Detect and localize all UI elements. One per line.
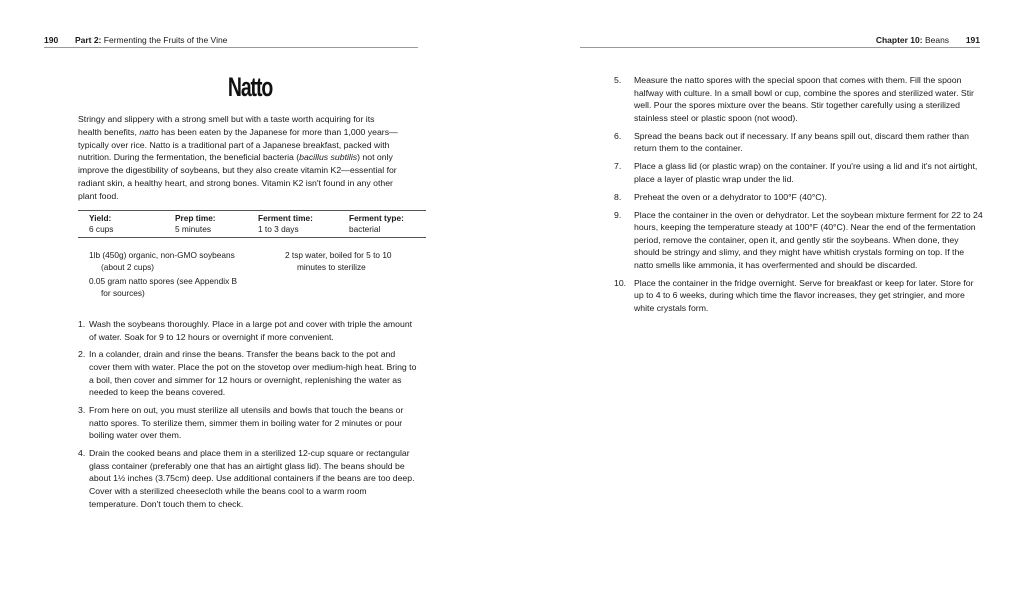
step-item [614, 209, 984, 272]
recipe-info-table [78, 210, 426, 238]
step-text: Wash the soybeans thoroughly. Place in a large pot and cover with triple the amount of water. Soak for 9 to 12 hours or overnight if more convenient. [89, 319, 413, 342]
intro-text-1: Stringy and slippery with a strong smell but with a taste worth acquiring for its health benefits, [78, 114, 375, 137]
step-item [614, 191, 984, 204]
ferment-type-label: Ferment type: [349, 213, 404, 223]
right-running-header [580, 34, 980, 46]
ferment-time-value: 1 to 3 days [258, 224, 299, 234]
left-header-rule [44, 47, 418, 48]
ingredients-column-1 [89, 250, 249, 302]
step-number: 6. [614, 130, 622, 141]
step-number: 3. [78, 405, 86, 416]
part-title: Fermenting the Fruits of the Vine [103, 35, 228, 45]
step-item [614, 130, 984, 155]
step-number: 9. [614, 209, 622, 220]
step-number: 10. [614, 277, 627, 288]
prep-time-cell [175, 213, 216, 235]
right-header-rule [580, 47, 980, 48]
ingredient-item: 0.05 gram natto spores (see Appendix B for sources) [89, 276, 238, 298]
step-number: 2. [78, 349, 86, 360]
step-number: 7. [614, 161, 622, 172]
step-number: 4. [78, 448, 86, 459]
step-item [614, 74, 984, 124]
yield-cell [89, 213, 113, 235]
step-item [614, 277, 984, 315]
ingredient-item: 1lb (450g) organic, non-GMO soybeans (about 2 cups) [89, 250, 235, 272]
yield-label: Yield: [89, 213, 112, 223]
left-running-header [44, 34, 418, 46]
step-item [78, 404, 418, 442]
step-text: Measure the natto spores with the special spoon that comes with them. Fill the spoon halfway with culture. In a small bowl or cup, combine the spores and sterilized water. Stir well. Pour the spores mixture over the beans. Stir together carefully using a sterilized stainless steel or plastic spoon (not wood). [634, 75, 974, 123]
step-item [78, 447, 418, 510]
intro-text-3: ) not only improve the digestibility of soybeans, but they also create vitamin K2—essential for radiant skin, a healthy heart, and strong bones. Vitamin K2 isn't found in any other plant food. [78, 152, 397, 201]
right-page-number: 191 [965, 35, 980, 45]
step-item [78, 348, 418, 398]
intro-italic-natto: natto [139, 126, 159, 137]
ferment-type-value: bacterial [349, 224, 381, 234]
steps-list-right [614, 74, 984, 320]
step-item [78, 318, 418, 343]
step-text: From here on out, you must sterilize all utensils and bowls that touch the beans or natto spores. To sterilize them, simmer them in boiling water for 2 minutes or pour boiling water over them. [89, 405, 404, 441]
ferment-time-label: Ferment time: [258, 213, 313, 223]
step-text: In a colander, drain and rinse the beans. Transfer the beans back to the pot and cover them with water. Place the pot on the stovetop over medium-high heat. Bring to a boil, then cover and simmer for 12 hours or overnight, replenishing the water as needed to keep the beans covered. [89, 349, 417, 398]
step-text: Preheat the oven or a dehydrator to 100°F (40°C). [634, 191, 827, 202]
step-text: Place a glass lid (or plastic wrap) on the container. If you're using a lid and it's not airtight, place a layer of plastic wrap under the lid. [634, 161, 978, 184]
step-item [614, 160, 984, 185]
prep-time-value: 5 minutes [175, 224, 211, 234]
ingredient-item: 2 tsp water, boiled for 5 to 10 minutes to sterilize [285, 250, 392, 272]
steps-list-left [78, 318, 418, 516]
left-page-number: 190 [44, 35, 59, 45]
step-number: 8. [614, 191, 622, 202]
yield-value: 6 cups [89, 224, 114, 234]
ingredients-column-2 [285, 250, 420, 276]
step-number: 5. [614, 75, 622, 85]
recipe-intro [78, 113, 400, 203]
prep-time-label: Prep time: [175, 213, 216, 223]
intro-text-2: has been eaten by the Japanese for more than 1,000 years—typically over rice. Natto is a traditional part of a Japanese breakfast, packed with nutrition. During the fermentation, the beneficial bacteria ( [78, 126, 398, 163]
recipe-title: Natto [227, 72, 273, 102]
part-label: Part 2: [74, 35, 102, 45]
step-text: Place the container in the fridge overnight. Serve for breakfast or keep for later. Store for up to 4 to 6 weeks, during which time the flavor increases, they get stringier, and more white crystals form. [634, 277, 974, 313]
intro-italic-bacteria: bacillus subtilis [299, 152, 358, 163]
chapter-title: Beans [924, 35, 950, 45]
step-text: Spread the beans back out if necessary. If any beans spill out, discard them rather than return them to the container. [634, 130, 969, 154]
ferment-time-cell [258, 213, 313, 235]
step-number: 1. [78, 319, 86, 329]
right-page [512, 0, 1024, 612]
step-text: Drain the cooked beans and place them in a sterilized 12-cup square or rectangular glass container (preferably one that has an airtight glass lid). The beans should be about 1½ inches (3.75cm) deep. Use additional containers if the beans are too deep. Cover with a sterilized cheesecloth while the beans cool to a warm room temperature. Don't touch them to check. [89, 448, 415, 509]
chapter-label: Chapter 10: [875, 35, 923, 45]
step-text: Place the container in the oven or dehydrator. Let the soybean mixture ferment for 22 to 24 hours, keeping the temperature steady at 100°F (40°C). Near the end of the fermentation period, remove the container, open it, and gently stir the soybeans. When done, they should be stringy and slimy, and they might have whitish crystals forming on top. If the natto smells like ammonia, it has overfermented and should be discarded. [634, 209, 983, 270]
ferment-type-cell [349, 213, 404, 235]
